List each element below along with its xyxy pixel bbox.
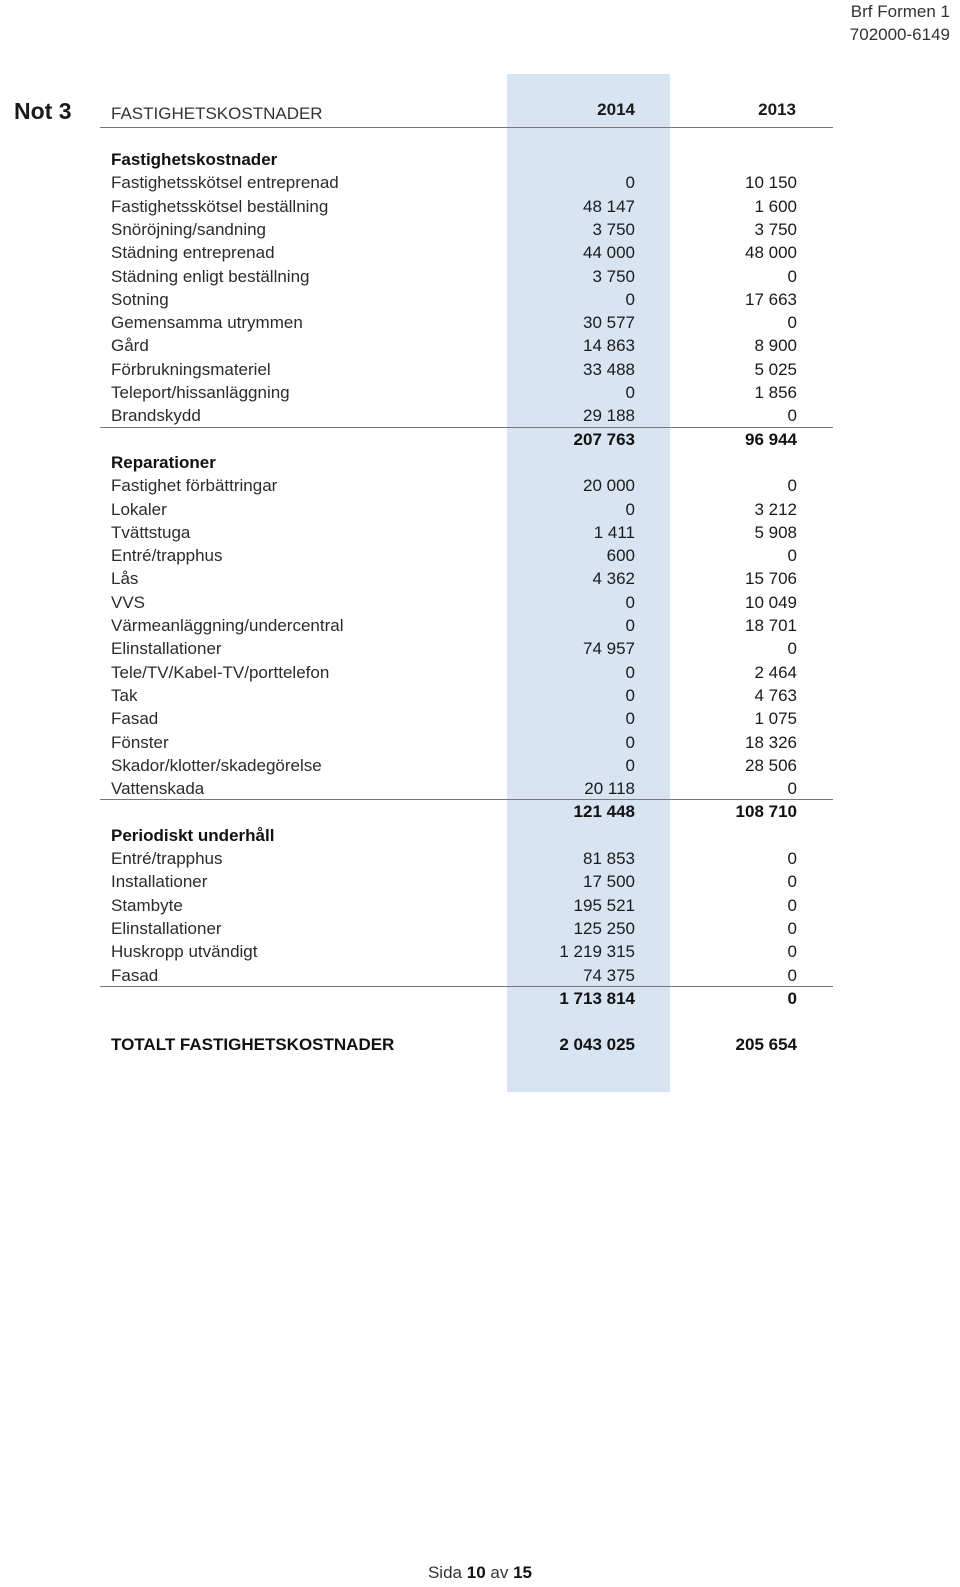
table-row-label: Fasad bbox=[111, 965, 159, 985]
table-row bbox=[0, 847, 960, 871]
subtotal-row bbox=[0, 428, 960, 452]
section-heading bbox=[0, 824, 960, 848]
table-row-2013: 0 bbox=[787, 918, 797, 938]
table-row-2014: 74 957 bbox=[583, 639, 635, 659]
company-name: Brf Formen 1 bbox=[850, 2, 950, 21]
table-row-2013: 0 bbox=[787, 546, 797, 566]
subtotal-row-2014: 207 763 bbox=[573, 429, 635, 449]
table-row bbox=[0, 358, 960, 382]
table-row-label: Elinstallationer bbox=[111, 918, 222, 938]
table-row-2013: 10 049 bbox=[745, 592, 797, 612]
grand-total-row-2014: 2 043 025 bbox=[559, 1035, 635, 1055]
table-row-label: Installationer bbox=[111, 872, 208, 892]
table-row-label: Entré/trapphus bbox=[111, 849, 223, 868]
page-footer bbox=[0, 1563, 960, 1583]
section-heading-label: Periodiskt underhåll bbox=[111, 825, 275, 845]
table-row-label: Teleport/hissanläggning bbox=[111, 383, 290, 402]
table-row-2014: 3 750 bbox=[592, 266, 635, 286]
table-row bbox=[0, 940, 960, 964]
table-row-2014: 0 bbox=[625, 592, 635, 612]
table-row-2014: 1 411 bbox=[593, 522, 635, 542]
table-row bbox=[0, 684, 960, 708]
table-row-label: Sotning bbox=[111, 289, 169, 309]
subtotal-row-2013: 96 944 bbox=[745, 429, 797, 449]
table-row-2013: 2 464 bbox=[754, 662, 797, 682]
table-row bbox=[0, 917, 960, 941]
subtotal-row bbox=[0, 800, 960, 824]
table-row-label: Lokaler bbox=[111, 499, 167, 519]
table-row-2013: 0 bbox=[787, 895, 797, 915]
table-row-2014: 48 147 bbox=[583, 196, 635, 216]
table-row-2014: 33 488 bbox=[583, 359, 635, 379]
grand-total-row-2013: 205 654 bbox=[735, 1035, 797, 1055]
table-row-label: VVS bbox=[111, 592, 146, 612]
year-column-2014: 2014 bbox=[597, 100, 635, 119]
subtotal-row-2014: 121 448 bbox=[573, 802, 635, 822]
subtotal-row-2013: 0 bbox=[787, 988, 797, 1008]
table-row bbox=[0, 637, 960, 661]
table-row-2013: 0 bbox=[787, 942, 797, 962]
subtotal-row-2013: 108 710 bbox=[735, 802, 797, 822]
table-row bbox=[0, 171, 960, 195]
table-row bbox=[0, 498, 960, 522]
org-number: 702000-6149 bbox=[849, 25, 950, 44]
header-divider bbox=[100, 127, 833, 128]
grand-total-row bbox=[0, 1033, 960, 1057]
table-row-2013: 18 701 bbox=[745, 616, 797, 635]
table-row bbox=[0, 544, 960, 568]
table-row-2013: 0 bbox=[787, 406, 797, 426]
table-row-label: Entré/trapphus bbox=[111, 546, 223, 566]
table-row-2014: 0 bbox=[625, 499, 635, 519]
table-row-2014: 20 000 bbox=[583, 476, 635, 496]
table-row-2013: 0 bbox=[787, 266, 797, 286]
section-heading bbox=[0, 451, 960, 475]
note-number: Not 3 bbox=[14, 98, 72, 124]
table-row-label: Fastighetsskötsel beställning bbox=[111, 196, 329, 216]
table-row bbox=[0, 404, 960, 428]
table-row-label: Fastighet förbättringar bbox=[111, 476, 278, 496]
table-row-2014: 0 bbox=[625, 383, 635, 402]
table-row bbox=[0, 894, 960, 918]
table-row-2014: 0 bbox=[625, 662, 635, 682]
table-row-2014: 1 219 315 bbox=[559, 942, 635, 962]
table-row-label: Snöröjning/sandning bbox=[111, 219, 267, 239]
note-title: FASTIGHETSKOSTNADER bbox=[111, 104, 323, 123]
table-row-2014: 4 362 bbox=[592, 569, 635, 589]
footer-prefix: Sida bbox=[427, 1563, 462, 1582]
table-row-2014: 14 863 bbox=[583, 336, 635, 356]
footer-mid: av bbox=[490, 1563, 509, 1582]
table-row-2013: 48 000 bbox=[745, 243, 797, 263]
table-row-2014: 0 bbox=[625, 173, 635, 193]
table-row-label: Gemensamma utrymmen bbox=[111, 313, 303, 333]
grand-total-row-label: TOTALT FASTIGHETSKOSTNADER bbox=[111, 1035, 395, 1055]
table-row bbox=[0, 567, 960, 591]
table-row bbox=[0, 614, 960, 638]
subtotal-row bbox=[0, 987, 960, 1011]
table-row-2013: 0 bbox=[787, 872, 797, 892]
table-row-2013: 4 763 bbox=[754, 685, 797, 705]
table-row-2013: 3 750 bbox=[754, 219, 797, 239]
table-row bbox=[0, 777, 960, 801]
table-row bbox=[0, 311, 960, 335]
table-row-2013: 28 506 bbox=[745, 755, 797, 775]
table-row bbox=[0, 731, 960, 755]
document-header bbox=[850, 0, 950, 46]
table-row-2014: 3 750 bbox=[592, 219, 635, 239]
table-row bbox=[0, 661, 960, 685]
section-heading-label: Reparationer bbox=[111, 452, 216, 472]
table-row bbox=[0, 474, 960, 498]
table-row bbox=[0, 521, 960, 545]
table-row-2014: 20 118 bbox=[584, 779, 635, 799]
table-row bbox=[0, 195, 960, 219]
table-row-label: Tvättstuga bbox=[111, 522, 191, 542]
table-row-label: Värmeanläggning/undercentral bbox=[111, 616, 344, 635]
table-row bbox=[0, 265, 960, 289]
table-row-label: Gård bbox=[111, 336, 149, 356]
table-row-2014: 0 bbox=[625, 289, 635, 309]
table-row-label: Tele/TV/Kabel-TV/porttelefon bbox=[111, 662, 330, 682]
table-row-2014: 195 521 bbox=[573, 895, 635, 915]
table-row bbox=[0, 218, 960, 242]
table-row-label: Fönster bbox=[111, 732, 169, 752]
table-row bbox=[0, 381, 960, 405]
table-row-2013: 0 bbox=[787, 639, 797, 659]
table-row-2013: 15 706 bbox=[745, 569, 797, 589]
table-row-2014: 44 000 bbox=[583, 243, 635, 263]
table-row-label: Fasad bbox=[111, 709, 159, 729]
table-row-2014: 29 188 bbox=[583, 406, 635, 426]
section-heading bbox=[0, 148, 960, 172]
table-row-label: Brandskydd bbox=[111, 406, 201, 426]
table-row-2013: 10 150 bbox=[745, 173, 797, 193]
table-row-label: Vattenskada bbox=[111, 779, 205, 799]
table-row-label: Lås bbox=[111, 569, 139, 589]
table-row-label: Förbrukningsmateriel bbox=[111, 359, 271, 379]
table-row-2013: 1 075 bbox=[754, 709, 797, 729]
table-row-2013: 5 908 bbox=[754, 522, 797, 542]
table-row-2014: 17 500 bbox=[583, 872, 635, 892]
table-row-2013: 8 900 bbox=[754, 336, 797, 356]
table-row bbox=[0, 964, 960, 988]
table-row-2014: 0 bbox=[625, 616, 635, 635]
table-row-label: Städning entreprenad bbox=[111, 243, 275, 263]
table-row-2014: 81 853 bbox=[583, 849, 635, 868]
year-column-2013: 2013 bbox=[758, 100, 796, 119]
footer-page: 10 bbox=[466, 1563, 486, 1582]
table-row-2014: 0 bbox=[625, 755, 635, 775]
table-row-2014: 600 bbox=[606, 546, 635, 566]
table-row-2013: 0 bbox=[787, 476, 797, 496]
table-row-2013: 3 212 bbox=[754, 499, 797, 519]
table-row-2014: 0 bbox=[625, 732, 635, 752]
table-row-2013: 0 bbox=[787, 313, 797, 333]
table-row-2013: 0 bbox=[787, 849, 797, 868]
table-row-2013: 5 025 bbox=[754, 359, 797, 379]
table-row-label: Elinstallationer bbox=[111, 639, 222, 659]
table-row-label: Huskropp utvändigt bbox=[111, 942, 258, 962]
table-row-label: Stambyte bbox=[111, 895, 183, 915]
table-row-label: Skador/klotter/skadegörelse bbox=[111, 755, 322, 775]
section-heading-label: Fastighetskostnader bbox=[111, 150, 278, 169]
table-row-2014: 30 577 bbox=[583, 313, 635, 333]
table-row-2013: 1 600 bbox=[754, 196, 797, 216]
table-row bbox=[0, 288, 960, 312]
table-row-2014: 0 bbox=[625, 709, 635, 729]
subtotal-row-2014: 1 713 814 bbox=[559, 988, 635, 1008]
table-row-2013: 17 663 bbox=[745, 289, 797, 309]
table-row-2014: 74 375 bbox=[583, 965, 635, 985]
table-row-2014: 0 bbox=[625, 685, 635, 705]
table-row bbox=[0, 754, 960, 778]
table-row-2013: 0 bbox=[787, 965, 797, 985]
table-row-2014: 125 250 bbox=[573, 918, 635, 938]
table-row bbox=[0, 334, 960, 358]
table-row-2013: 0 bbox=[787, 779, 797, 799]
table-row bbox=[0, 870, 960, 894]
table-row bbox=[0, 707, 960, 731]
table-row-label: Tak bbox=[111, 685, 138, 705]
table-row bbox=[0, 241, 960, 265]
table-row-label: Städning enligt beställning bbox=[111, 266, 310, 286]
footer-pages: 15 bbox=[513, 1563, 533, 1582]
table-row-2013: 1 856 bbox=[754, 383, 797, 402]
table-row-2013: 18 326 bbox=[745, 732, 797, 752]
table-row-label: Fastighetsskötsel entreprenad bbox=[111, 173, 339, 193]
table-row bbox=[0, 591, 960, 615]
